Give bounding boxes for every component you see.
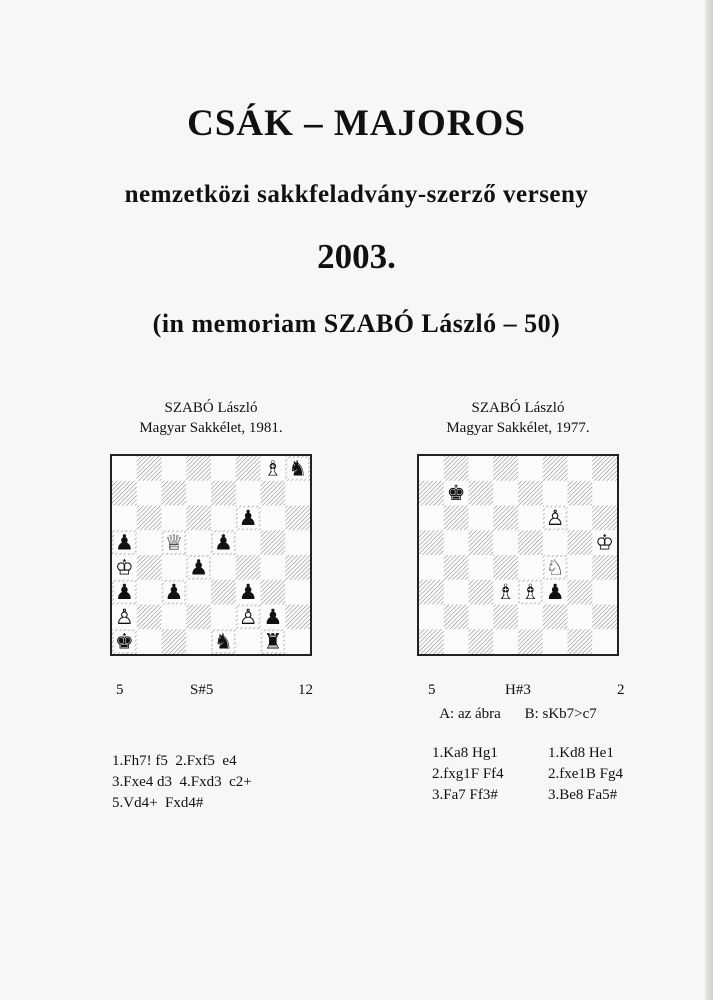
dark-square [236, 456, 261, 481]
white-bishop-icon: ♗ [263, 456, 283, 481]
dark-square [444, 456, 469, 481]
dark-square [493, 506, 518, 531]
dark-square [592, 555, 617, 580]
dark-square [261, 481, 286, 506]
black-knight-icon: ♞ [213, 629, 233, 654]
dark-square [419, 481, 444, 506]
black-knight-icon: ♞ [288, 456, 308, 481]
chess-diagram-2 [417, 454, 619, 656]
white-king-icon: ♔ [595, 530, 615, 555]
white-queen-icon: ♕ [164, 530, 184, 555]
black-rook-icon: ♜ [263, 629, 283, 654]
solution-a-line: 3.Fa7 Ff3# [432, 787, 498, 803]
solution-line: 3.Fxe4 d3 4.Fxd3 c2+ [112, 774, 252, 790]
dark-square [592, 605, 617, 630]
dark-square [469, 530, 494, 555]
dark-square [137, 555, 162, 580]
white-pawn-icon: ♙ [114, 604, 134, 629]
black-pawn-icon: ♟ [545, 580, 565, 605]
problem-2 [373, 398, 663, 806]
dark-square [419, 530, 444, 555]
dark-square [568, 481, 593, 506]
black-pawn-icon: ♟ [114, 530, 134, 555]
problem-1-author: SZABÓ László [164, 400, 258, 416]
black-pawn-icon: ♟ [263, 604, 283, 629]
white-pawn-icon: ♙ [238, 604, 258, 629]
black-piece-count: 12 [298, 682, 313, 698]
dark-square [444, 605, 469, 630]
white-bishop-icon: ♗ [496, 580, 516, 605]
black-pawn-icon: ♟ [238, 580, 258, 605]
white-pawn-icon: ♙ [545, 505, 565, 530]
white-king-icon: ♔ [114, 555, 134, 580]
dark-square [568, 530, 593, 555]
dark-square [444, 506, 469, 531]
black-pawn-icon: ♟ [164, 580, 184, 605]
dark-square [186, 506, 211, 531]
dark-square [543, 456, 568, 481]
dark-square [592, 456, 617, 481]
dark-square [186, 456, 211, 481]
problem-1-stipulation-line [66, 682, 356, 702]
dark-square [285, 506, 310, 531]
dark-square [493, 456, 518, 481]
black-piece-count: 2 [617, 682, 625, 698]
dark-square [444, 555, 469, 580]
solution-line: 5.Vd4+ Fxd4# [112, 795, 204, 811]
dark-square [285, 555, 310, 580]
black-king-icon: ♚ [446, 481, 466, 506]
stipulation: H#3 [505, 682, 531, 698]
dark-square [469, 629, 494, 654]
twin-line [373, 706, 663, 723]
twin-b: B: sKb7>c7 [524, 706, 597, 722]
problem-2-author: SZABÓ László [471, 400, 565, 416]
problem-1-solution [66, 751, 356, 814]
dark-square [518, 481, 543, 506]
dark-square [211, 580, 236, 605]
chess-diagram-1 [110, 454, 312, 656]
dark-square [518, 629, 543, 654]
solution-a-line: 2.fxg1F Ff4 [432, 766, 504, 782]
dark-square [236, 555, 261, 580]
twin-a: A: az ábra [439, 706, 501, 722]
dark-square [419, 629, 444, 654]
dark-square [493, 555, 518, 580]
dark-square [518, 530, 543, 555]
solution-b-line: 1.Kd8 He1 [548, 745, 614, 761]
dark-square [112, 481, 137, 506]
dark-square [137, 456, 162, 481]
dark-square [186, 605, 211, 630]
white-piece-count: 5 [428, 682, 436, 698]
black-king-icon: ♚ [114, 629, 134, 654]
dark-square [469, 580, 494, 605]
dark-square [543, 605, 568, 630]
dark-square [162, 481, 187, 506]
page-edge [705, 0, 713, 1000]
dark-square [261, 580, 286, 605]
dark-square [419, 580, 444, 605]
dark-square [592, 506, 617, 531]
problem-1 [66, 398, 356, 814]
black-pawn-icon: ♟ [238, 505, 258, 530]
dark-square [285, 605, 310, 630]
page-subtitle: nemzetközi sakkfeladvány-szerző verseny [124, 181, 589, 208]
solution-b-line: 3.Be8 Fa5# [548, 787, 618, 803]
dark-square [137, 506, 162, 531]
dark-square [162, 629, 187, 654]
white-piece-count: 5 [116, 682, 124, 698]
black-pawn-icon: ♟ [114, 580, 134, 605]
white-bishop-icon: ♗ [520, 580, 540, 605]
solution-line: 1.Fh7! f5 2.Fxf5 e4 [112, 753, 237, 769]
dark-square [493, 605, 518, 630]
problem-2-source: Magyar Sakkélet, 1977. [446, 420, 590, 436]
problem-2-solution [373, 743, 663, 806]
white-knight-icon: ♘ [545, 555, 565, 580]
black-pawn-icon: ♟ [213, 530, 233, 555]
problem-2-stipulation-line [373, 682, 663, 702]
dark-square [137, 605, 162, 630]
solution-b-line: 2.fxe1B Fg4 [548, 766, 623, 782]
problem-1-source: Magyar Sakkélet, 1981. [139, 420, 283, 436]
year-heading: 2003. [317, 237, 396, 276]
dark-square [568, 580, 593, 605]
solution-a-line: 1.Ka8 Hg1 [432, 745, 498, 761]
black-pawn-icon: ♟ [189, 555, 209, 580]
dark-square [469, 481, 494, 506]
dark-square [261, 530, 286, 555]
stipulation: S#5 [190, 682, 214, 698]
dark-square [211, 481, 236, 506]
page-title: CSÁK – MAJOROS [187, 103, 526, 144]
dark-square [568, 629, 593, 654]
memoriam-heading: (in memoriam SZABÓ László – 50) [152, 309, 561, 338]
